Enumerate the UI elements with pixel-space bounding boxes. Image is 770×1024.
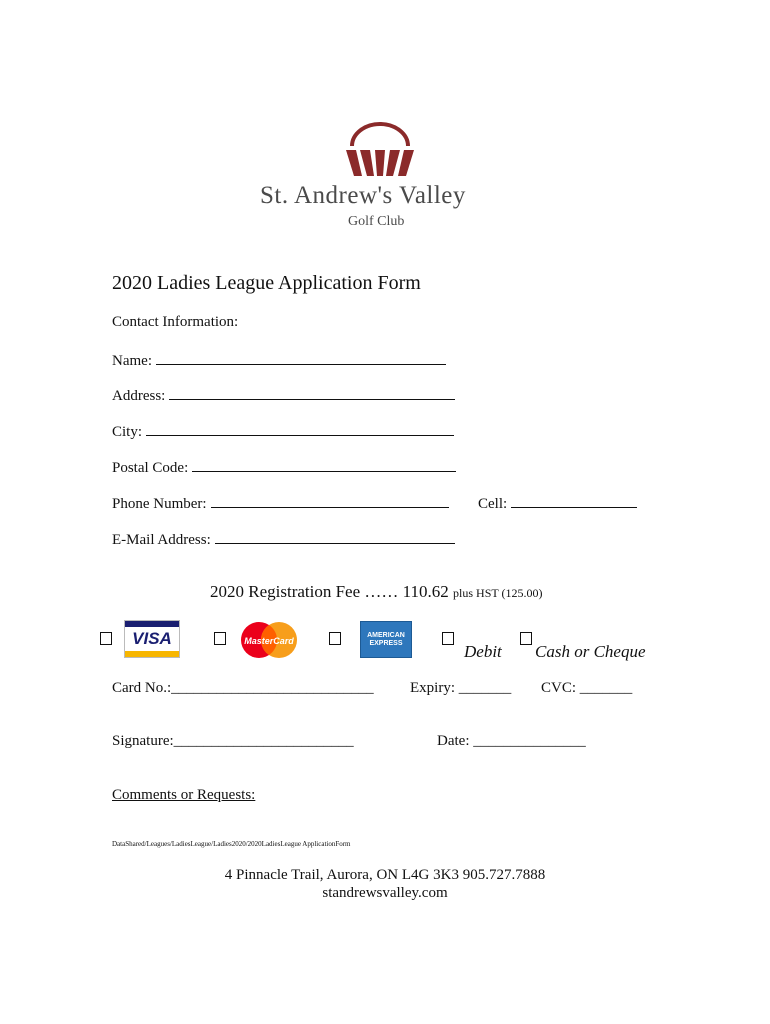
footer-address: 4 Pinnacle Trail, Aurora, ON L4G 3K3 905.727.7888	[224, 867, 546, 883]
amex-checkbox[interactable]	[329, 632, 341, 645]
mastercard-icon	[238, 620, 300, 660]
signature-label: Signature:	[112, 733, 174, 749]
section-label: Contact Information:	[112, 314, 239, 330]
fee-amount: 110.62	[402, 582, 449, 601]
expiry-label: Expiry:	[410, 680, 455, 696]
signature-line[interactable]: ________________________	[173, 733, 354, 749]
fee-tax-note: plus HST (125.00)	[453, 586, 543, 600]
brand-subtitle: Golf Club	[348, 214, 405, 229]
city-line[interactable]	[146, 421, 454, 436]
city-label: City:	[112, 424, 143, 440]
cell-line[interactable]	[511, 493, 637, 508]
fee-label: 2020 Registration Fee ……	[210, 582, 399, 601]
cash-cheque-checkbox[interactable]	[520, 632, 532, 645]
cell-label: Cell:	[478, 496, 508, 512]
phone-field[interactable]	[112, 493, 449, 513]
phone-line[interactable]	[211, 493, 449, 508]
email-field[interactable]	[112, 529, 455, 549]
name-field[interactable]	[112, 350, 446, 370]
address-label: Address:	[112, 388, 166, 404]
city-field[interactable]	[112, 421, 454, 441]
cvc-line[interactable]: _______	[579, 680, 633, 696]
form-title: 2020 Ladies League Application Form	[112, 272, 421, 294]
name-label: Name:	[112, 353, 152, 369]
visa-card-icon	[124, 620, 180, 658]
cvc-label: CVC:	[541, 680, 577, 696]
debit-checkbox[interactable]	[442, 632, 454, 645]
date-label: Date:	[437, 733, 470, 749]
expiry-field[interactable]	[410, 680, 511, 697]
address-line[interactable]	[169, 385, 455, 400]
postal-code-label: Postal Code:	[112, 460, 189, 476]
cell-field[interactable]	[478, 493, 637, 513]
file-path: DataShared/Leagues/LadiesLeague/Ladies2020/2020LadiesLeague ApplicationForm	[112, 840, 351, 848]
phone-label: Phone Number:	[112, 496, 207, 512]
signature-field[interactable]	[112, 733, 354, 750]
registration-fee	[210, 582, 542, 602]
brand-name: St. Andrew's Valley	[260, 182, 466, 209]
card-number-label: Card No.:	[112, 680, 172, 696]
footer-website: standrewsvalley.com	[322, 885, 448, 901]
cash-cheque-label: Cash or Cheque	[535, 642, 646, 661]
expiry-line[interactable]: _______	[458, 680, 512, 696]
debit-label: Debit	[464, 642, 502, 661]
card-number-line[interactable]: ___________________________	[171, 680, 374, 696]
visa-checkbox[interactable]	[100, 632, 112, 645]
date-line[interactable]: _______________	[473, 733, 586, 749]
golf-arch-logo-icon	[340, 120, 420, 180]
amex-card-icon	[360, 621, 412, 658]
postal-code-line[interactable]	[192, 457, 456, 472]
date-field[interactable]	[437, 733, 586, 750]
mastercard-checkbox[interactable]	[214, 632, 226, 645]
amex-label: AMERICAN EXPRESS	[367, 632, 405, 647]
mastercard-label: MasterCard	[244, 636, 294, 646]
comments-label: Comments or Requests:	[112, 787, 256, 803]
name-line[interactable]	[156, 350, 446, 365]
cvc-field[interactable]	[541, 680, 632, 697]
visa-label: VISA	[132, 629, 172, 648]
email-label: E-Mail Address:	[112, 532, 211, 548]
email-line[interactable]	[215, 529, 455, 544]
postal-code-field[interactable]	[112, 457, 456, 477]
address-field[interactable]	[112, 385, 455, 405]
card-number-field[interactable]	[112, 680, 374, 697]
